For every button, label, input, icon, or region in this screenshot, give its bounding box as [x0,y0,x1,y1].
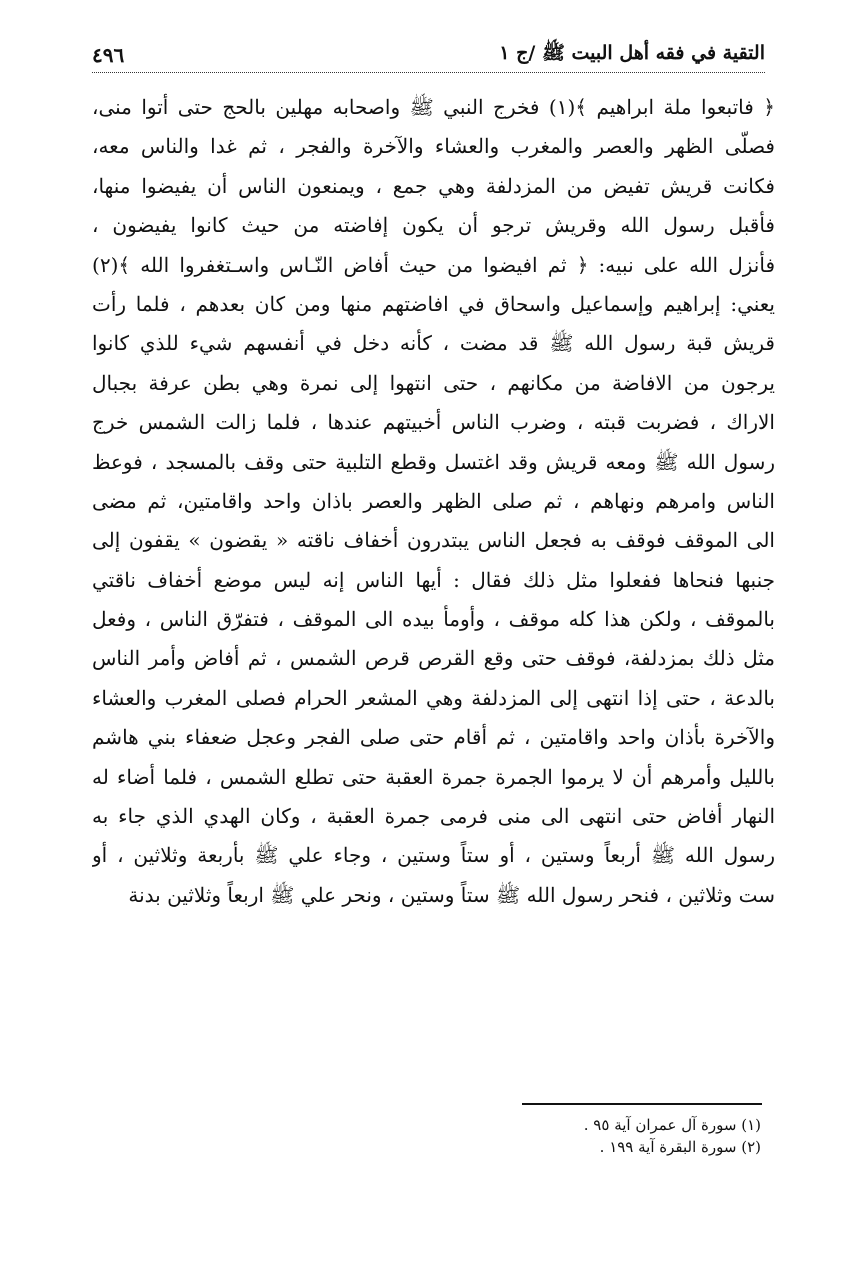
footnote: (١) سورة آل عمران آية ٩٥ . [583,1116,761,1134]
page-number: ٤٩٦ [92,43,125,67]
footnote: (٢) سورة البقرة آية ١٩٩ . [599,1138,761,1156]
text-line: رسول الله ﷺ أربعاً وستين ، أو ستاً وستين ، وجاء علي ﷺ بأربعة وثلاثين ، أو [92,843,775,868]
footnote-separator [522,1103,762,1105]
text-line: رسول الله ﷺ ومعه قريش وقد اغتسل وقطع التلبية حتى وقف بالمسجد ، فوعظ [92,449,775,474]
footnotes [584,1114,761,1158]
text-line: النهار أفاض حتى انتهى الى منى فرمى جمرة العقبة ، وكان الهدي الذي جاء به [92,804,775,829]
text-line: يرجون من الافاضة من مكانهم ، حتى انتهوا إلى نمرة وهي بطن عرفة بجبال [92,370,775,395]
text-line: ست وثلاثين ، فنحر رسول الله ﷺ ستاً وستين ، ونحر علي ﷺ اربعاً وثلاثين بدنة [128,882,775,907]
text-line: الاراك ، فضربت قبته ، وضرب الناس أخبيتهم عندها ، فلما زالت الشمس خرج [92,410,775,435]
text-line: بالموقف ، ولكن هذا كله موقف ، وأومأ بيده الى الموقف ، فتفرّق الناس ، وفعل [92,607,775,632]
text-line: فأقبل رسول الله وقريش ترجو أن يكون إفاضته من حيث كانوا يفيضون ، [92,213,775,238]
text-line: الى الموقف فوقف به فجعل الناس يبتدرون أخفاف ناقته « يقضون » يقفون إلى [92,528,775,553]
text-line: والآخرة بأذان واحد واقامتين ، ثم أقام حتى صلى الفجر وعجل ضعفاء بني هاشم [92,725,775,750]
text-line: الناس وامرهم ونهاهم ، ثم صلى الظهر والعصر باذان واحد واقامتين، ثم مضى [92,488,775,513]
text-line: قريش قبة رسول الله ﷺ قد مضت ، كأنه دخل في أنفسهم شيء للذي كانوا [92,331,775,356]
text-line: فأنزل الله على نبيه: ﴿ ثم افيضوا من حيث أفاض النّـاس واسـتغفروا الله ﴾(٢) [92,252,775,277]
text-line: بالليل وأمرهم أن لا يرموا الجمرة جمرة العقبة حتى تطلع الشمس ، فلما أضاء له [92,764,775,789]
text-line: ﴿ فاتبعوا ملة ابراهيم ﴾(١) فخرج النبي ﷺ واصحابه مهلين بالحج حتى أتوا منى، [92,95,775,119]
text-line: مثل ذلك بمزدلفة، فوقف حتى وقع القرص قرص الشمس ، ثم أفاض وأمر الناس [92,646,775,671]
text-line: بالدعة ، حتى إذا انتهى إلى المزدلفة وهي المشعر الحرام فصلى المغرب والعشاء [92,685,775,710]
text-line: فصلّى الظهر والعصر والمغرب والعشاء والآخرة والفجر ، ثم غدا والناس معه، [92,134,775,159]
text-line: فكانت قريش تفيض من المزدلفة وهي جمع ، ويمنعون الناس أن يفيضوا منها، [92,173,775,198]
body-text [92,88,775,915]
running-header [92,38,765,73]
running-title: التقية في فقه أهل البيت ﷺ /ج ١ [499,42,765,64]
text-line: جنبها فنحاها ففعلوا مثل ذلك فقال : أيها الناس إنه ليس موضع أخفاف ناقتي [92,567,775,592]
text-line: يعني: إبراهيم وإسماعيل واسحاق في افاضتهم منها ومن كان بعدهم ، فلما رأت [92,291,775,316]
